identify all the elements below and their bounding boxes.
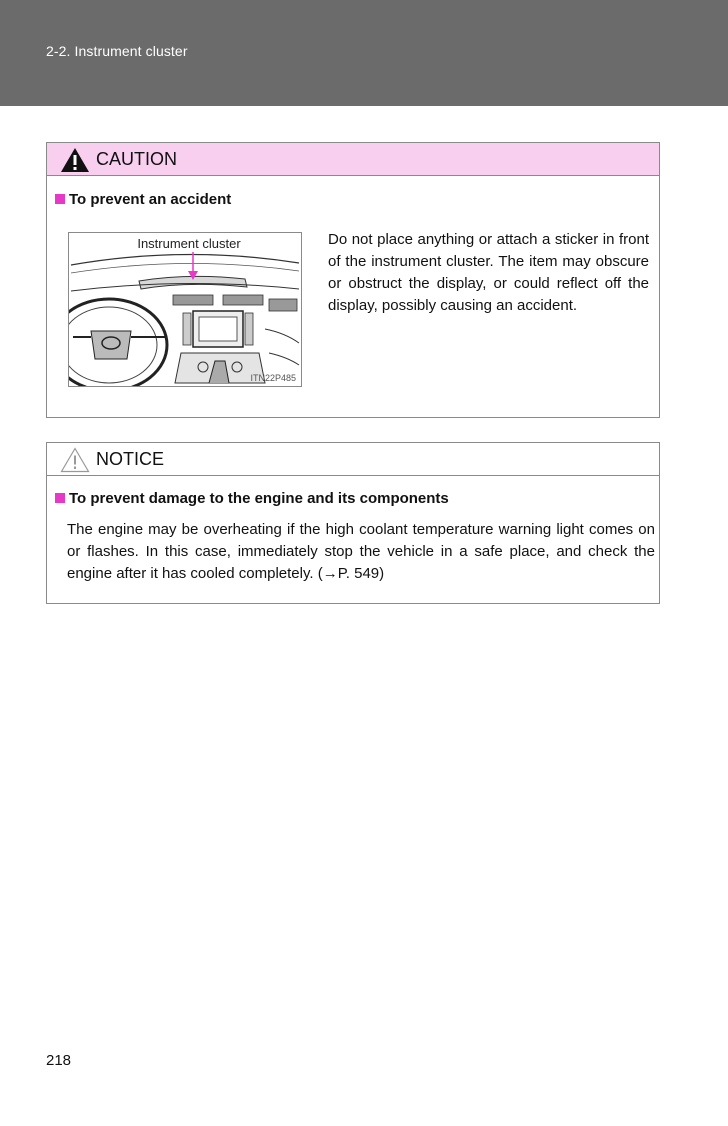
notice-body-text: The engine may be overheating if the high coolant temperature warning light comes on or flashes. In this case, immediately stop the vehicle in a safe place, and check the engine after it has cooled completely. (→P. 549) xyxy=(67,521,655,582)
notice-label: NOTICE xyxy=(96,449,165,469)
caution-box xyxy=(46,142,660,418)
figure-code: ITN22P485 xyxy=(250,373,296,383)
caution-section-title: To prevent an accident xyxy=(55,191,231,208)
notice-triangle-icon xyxy=(60,447,90,473)
notice-box xyxy=(46,442,660,604)
warning-triangle-icon xyxy=(60,147,90,173)
square-bullet-icon xyxy=(55,493,65,503)
square-bullet-icon xyxy=(55,194,65,204)
notice-header xyxy=(47,443,659,476)
page-number: 218 xyxy=(46,1052,72,1069)
notice-section-title: To prevent damage to the engine and its components xyxy=(55,490,449,507)
chapter-title: 2-2. Instrument cluster xyxy=(46,43,188,59)
caution-label: CAUTION xyxy=(96,149,177,169)
caution-header xyxy=(47,143,659,176)
caution-body-text: Do not place anything or attach a sticker in front of the instrument cluster. The item may obscure or obstruct the display, or could reflect off the display, possibly causing an accident. xyxy=(328,231,649,314)
dashboard-illustration xyxy=(69,233,301,386)
figure-callout-label: Instrument cluster xyxy=(137,236,241,251)
instrument-cluster-figure xyxy=(68,232,302,387)
page-header xyxy=(0,0,728,106)
